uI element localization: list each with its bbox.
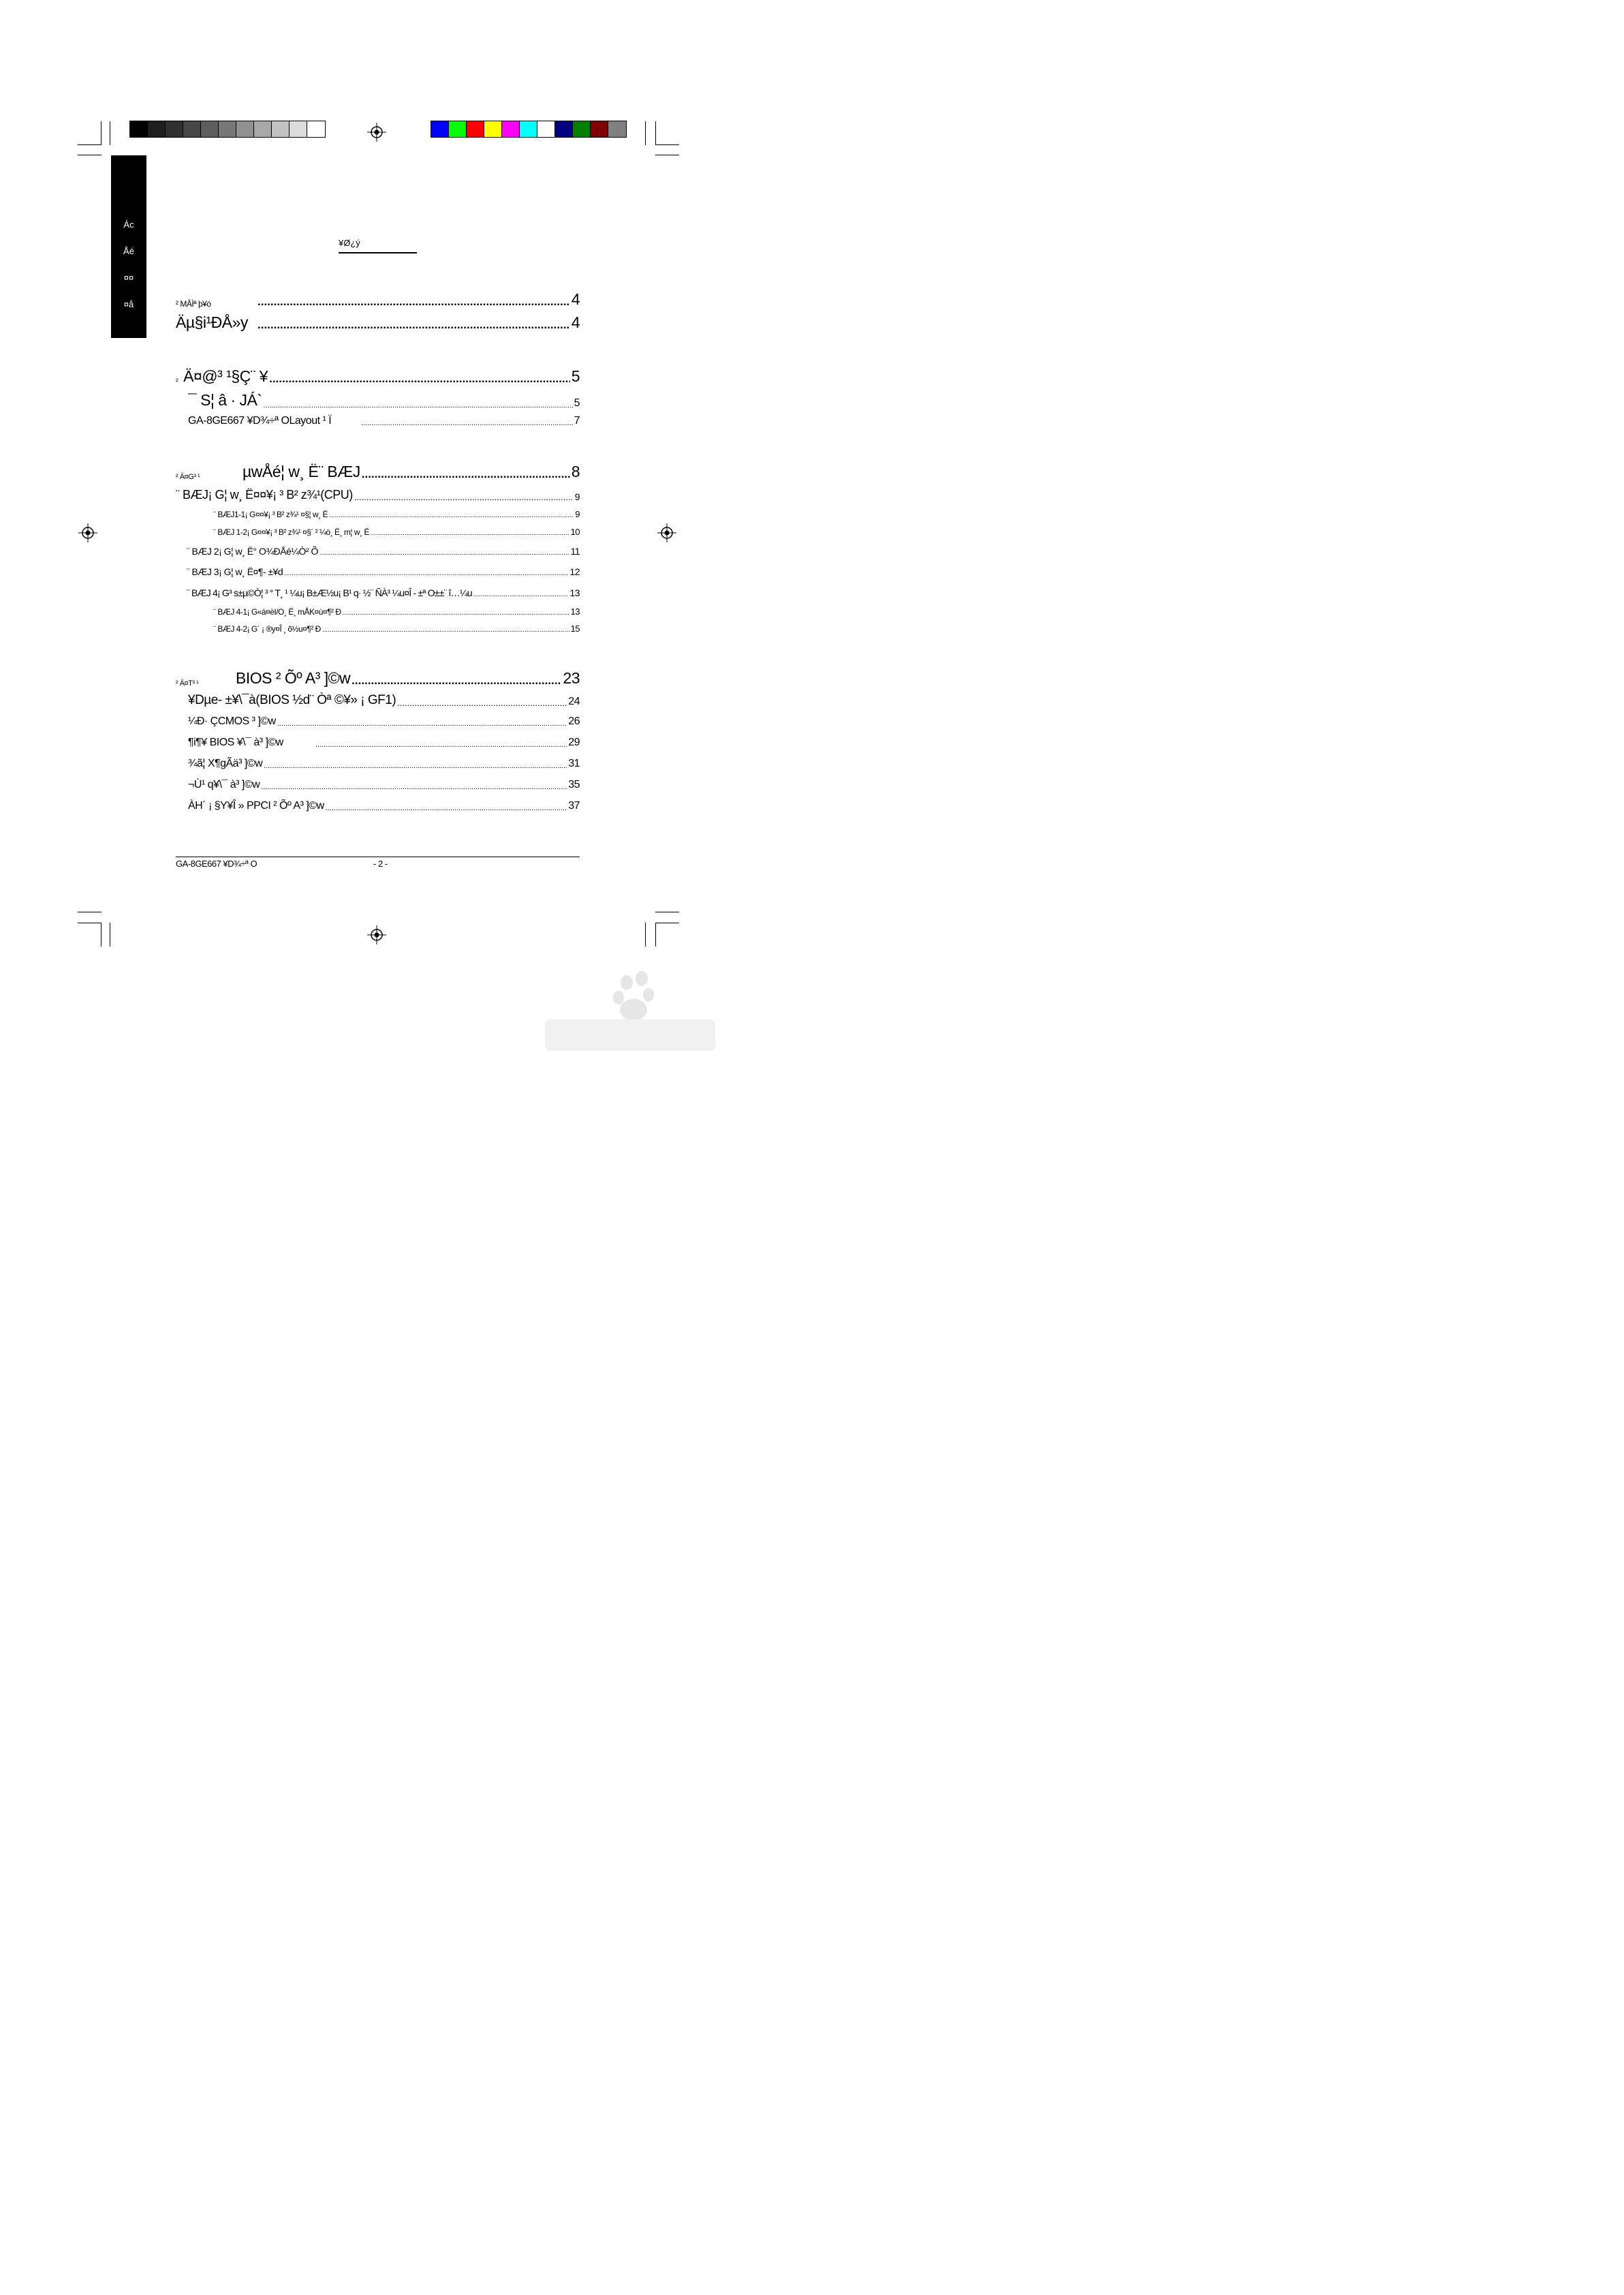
- calibration-swatch: [201, 121, 219, 137]
- toc-leader: [326, 804, 567, 812]
- toc-entry[interactable]: [188, 693, 580, 708]
- side-language-tab: [111, 155, 146, 338]
- toc-entry[interactable]: [188, 779, 580, 791]
- toc-entry[interactable]: [188, 715, 580, 728]
- toc-leader: [257, 318, 570, 332]
- toc-entry[interactable]: [187, 546, 580, 557]
- calibration-swatch: [484, 121, 502, 137]
- calibration-swatch: [236, 121, 254, 137]
- crop-mark: [655, 923, 656, 946]
- toc-leader: [329, 512, 574, 519]
- toc-entry-page: 35: [568, 779, 580, 790]
- side-tab-char: Ác: [123, 219, 134, 230]
- calibration-swatch: [520, 121, 537, 137]
- toc-leader: [261, 783, 567, 791]
- calibration-swatch: [254, 121, 272, 137]
- crop-mark: [655, 144, 679, 145]
- registration-mark-icon: [367, 123, 386, 142]
- calibration-swatch: [608, 121, 626, 137]
- page-title: ¥Ø¿ý: [339, 238, 360, 248]
- side-tab-char: ¤¤: [123, 273, 134, 283]
- toc-entry[interactable]: [188, 737, 580, 749]
- toc-leader: [343, 609, 569, 617]
- toc-entry-page: 13: [569, 587, 580, 598]
- toc-chapter-number: ²: [176, 378, 178, 386]
- toc-entry-page: 5: [571, 367, 580, 385]
- toc-entry-label: ¨ BÆJ 3¡ G¦ w¸ Ë¤¶- ±¥d: [187, 566, 283, 577]
- toc-entry-label: ¯ S¦ â · JÁ`: [188, 391, 262, 409]
- toc-leader: [257, 295, 570, 309]
- registration-mark-icon: [78, 523, 97, 542]
- toc-entry-page: 9: [575, 509, 580, 519]
- crop-mark: [645, 121, 646, 145]
- toc-entry-label: ¾ã¦ X¶gÃä³ ]©w: [188, 758, 263, 769]
- grayscale-calibration-bar: [129, 121, 326, 138]
- toc-leader: [322, 626, 569, 634]
- toc-entry-label: ¨ BÆJ 4-2¡ G´ ¡ ®y¤Î ¸ õ½u¤¶² Ð: [213, 624, 321, 634]
- toc-entry-page: 15: [570, 623, 580, 634]
- toc-entry-page: 26: [568, 715, 580, 727]
- toc-entry-label: ¨ BÆJ1-1¡ G¤¤¥¡ ³ B² z¾¹ ¤§¦ w¸ Ë: [213, 510, 328, 519]
- calibration-swatch: [537, 121, 555, 137]
- footer-model: GA-8GE667 ¥D¾÷ª O: [176, 859, 257, 869]
- toc-leader: [269, 372, 570, 386]
- registration-mark-icon: [657, 523, 676, 542]
- calibration-swatch: [148, 121, 166, 137]
- toc-chapter-title: BIOS ² Õº A³ ]©w: [236, 669, 351, 687]
- toc-entry-page: 11: [570, 546, 580, 557]
- calibration-swatch: [219, 121, 236, 137]
- toc-leader: [264, 401, 573, 410]
- toc-chapter-title: Ä¤@³ ¹§Ç¨ ¥: [183, 367, 268, 385]
- toc-leader: [352, 674, 561, 688]
- toc-subentry[interactable]: [213, 623, 580, 634]
- toc-entry-page: 10: [570, 527, 580, 537]
- toc-leader: [277, 720, 567, 728]
- toc-chapter-title: µwÅé¦ w¸ Ë¨ BÆJ: [243, 463, 360, 480]
- registration-mark-icon: [367, 925, 386, 944]
- toc-leader: [264, 762, 567, 770]
- toc-leader: [397, 698, 567, 708]
- toc-entry-page: 4: [571, 313, 580, 331]
- toc-entry-page: 13: [570, 606, 580, 617]
- toc-entry-page: 7: [574, 415, 580, 427]
- toc-entry-page: 9: [574, 491, 580, 502]
- toc-entry-page: 24: [568, 696, 580, 707]
- toc-entry[interactable]: [188, 415, 580, 427]
- toc-leader: [473, 591, 569, 598]
- calibration-swatch: [307, 121, 325, 137]
- calibration-swatch: [467, 121, 484, 137]
- toc-entry-label: ² MÂÌª þ¥ó: [176, 299, 211, 309]
- calibration-swatch: [449, 121, 467, 137]
- toc-leader: [361, 419, 573, 427]
- toc-entry-label: ¶i¶¥ BIOS ¥\¯ à³ ]©w: [188, 737, 283, 748]
- footer-page-number: - 2 -: [373, 859, 388, 869]
- toc-chapter-heading[interactable]: [176, 669, 580, 688]
- toc-entry-label: ¥Dµe- ±¥\¯à(BIOS ½d¨ Òª ©¥» ¡ GF1): [188, 693, 396, 707]
- calibration-swatch: [591, 121, 608, 137]
- toc-entry[interactable]: [176, 313, 580, 332]
- toc-leader: [319, 549, 569, 557]
- calibration-swatch: [272, 121, 290, 137]
- crop-mark: [655, 121, 656, 145]
- toc-entry-label: ¼Ð· ÇCMOS ³ ]©w: [188, 715, 276, 727]
- calibration-swatch: [130, 121, 148, 137]
- toc-entry-page: 29: [568, 737, 580, 748]
- calibration-swatch: [573, 121, 591, 137]
- toc-entry-page: 12: [569, 566, 580, 577]
- toc-entry-page: 4: [571, 290, 580, 308]
- crop-mark: [101, 923, 102, 946]
- toc-leader: [371, 529, 569, 537]
- side-tab-char: Åé: [123, 246, 134, 256]
- toc-entry-label: Äµ§i¹ÐÅ»y: [176, 313, 248, 331]
- calibration-swatch: [166, 121, 183, 137]
- title-underline: [339, 252, 417, 253]
- toc-entry[interactable]: [188, 800, 580, 812]
- color-calibration-bar: [431, 121, 627, 138]
- toc-entry-label: ¬Ù¹ q¥\¯ à³ ]©w: [188, 779, 260, 790]
- toc-entry-label: ÀH´ ¡ §Y¥Î » PPCI ² Õº A³ ]©w: [188, 800, 324, 812]
- toc-entry-label: ¨ BÆJ¡ G¦ w¸ Ë¤¤¥¡ ³ B² z¾¹(CPU): [176, 488, 353, 502]
- toc-leader: [362, 467, 570, 481]
- toc-entry[interactable]: [176, 488, 580, 502]
- calibration-swatch: [183, 121, 201, 137]
- calibration-swatch: [555, 121, 573, 137]
- toc-entry-page: 8: [571, 463, 580, 480]
- toc-subentry[interactable]: [213, 509, 580, 519]
- toc-entry-page: 5: [574, 397, 580, 409]
- toc-entry-page: 31: [568, 758, 580, 769]
- toc-entry[interactable]: [187, 587, 580, 598]
- toc-entry[interactable]: [176, 290, 580, 309]
- toc-entry-page: 37: [568, 800, 580, 812]
- toc-subentry[interactable]: [213, 606, 580, 617]
- toc-subentry[interactable]: [213, 527, 580, 537]
- crop-mark: [78, 144, 102, 145]
- toc-entry-label: ¨ BÆJ 4-1¡ G«á¤èI/O¸ Ë¸ mÅK¤ù¤¶² Ð: [213, 607, 341, 617]
- toc-chapter-number: ² Ä¤T³ ¹: [176, 679, 199, 688]
- toc-entry[interactable]: [188, 391, 580, 410]
- toc-chapter-heading[interactable]: [176, 367, 580, 386]
- toc-entry[interactable]: [187, 566, 580, 577]
- crop-mark: [101, 121, 102, 145]
- toc-leader: [354, 492, 574, 502]
- side-tab-char: ¤å: [123, 299, 134, 309]
- calibration-swatch: [502, 121, 520, 137]
- baidu-watermark-logo: [545, 968, 715, 1056]
- crop-mark: [645, 923, 646, 946]
- calibration-swatch: [431, 121, 449, 137]
- toc-chapter-number: ² Ä¤G³ ¹: [176, 473, 200, 481]
- toc-entry-label: GA-8GE667 ¥D¾÷ª OLayout ¹ Ï: [188, 415, 332, 427]
- toc-entry-label: ¨ BÆJ 1-2¡ G¤¤¥¡ ³ B² z¾¹ ¤§´ ² ¼ö¸ Ë¸ m¦ w¸ Ë: [213, 527, 369, 537]
- toc-entry-label: ¨ BÆJ 4¡ G³ s±µ©Ò¦ ³ ° T¸ ¹ ¼u¡ B±Æ½u¡ B¹ q· ½¨ ÑÀ³ ¼u¤Î - ±ª O±±¨ î…¼u: [187, 587, 472, 598]
- toc-leader: [284, 570, 568, 577]
- toc-leader: [315, 741, 567, 749]
- toc-entry[interactable]: [188, 758, 580, 770]
- toc-chapter-heading[interactable]: [176, 463, 580, 481]
- calibration-swatch: [290, 121, 307, 137]
- toc-entry-label: ¨ BÆJ 2¡ G¦ w¸ Ë° O¾ÐÅé¼Ò² Õ: [187, 546, 318, 557]
- toc-entry-page: 23: [563, 669, 580, 687]
